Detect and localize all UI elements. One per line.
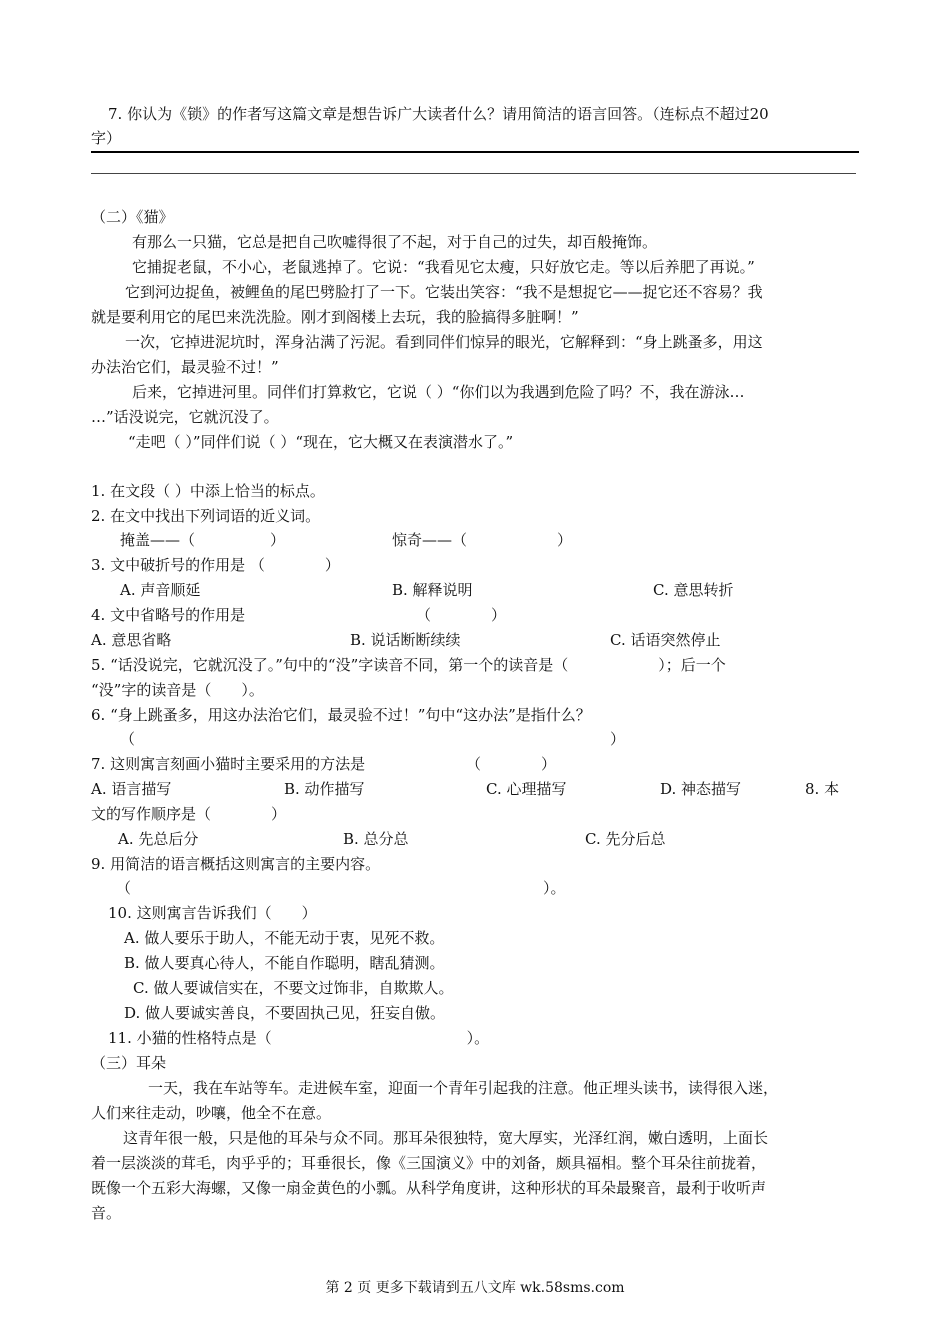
question-9-open: （ — [116, 879, 132, 897]
paragraph: 办法治它们，最灵验不过！” — [91, 358, 279, 376]
paragraph: 它捕捉老鼠，不小心，老鼠逃掉了。它说：“我看见它太瘦，只好放它走。等以后养肥了再说。” — [132, 258, 755, 276]
question-10-option-c: C. 做人要诚信实在，不要文过饰非，自欺欺人。 — [133, 979, 454, 997]
question-7-lock-line2: 字） — [91, 129, 122, 147]
question-7-blank: （ ） — [466, 755, 557, 773]
question-4-option-b: B. 说话断断续续 — [350, 631, 461, 649]
answer-line-thin — [91, 173, 856, 174]
question-10-option-a: A. 做人要乐于助人，不能无动于衷，见死不救。 — [124, 929, 445, 947]
question-7-option-a: A. 语言描写 — [91, 780, 172, 798]
question-2-item-b: 惊奇——（ ） — [392, 531, 573, 549]
question-9: 9. 用简洁的语言概括这则寓言的主要内容。 — [91, 855, 381, 873]
question-7-option-c: C. 心理描写 — [486, 780, 567, 798]
paragraph: 就是要利用它的尾巴来洗洗脸。刚才到阁楼上去玩，我的脸搞得多脏啊！” — [91, 308, 579, 326]
question-10: 10. 这则寓言告诉我们（ ） — [108, 904, 317, 922]
question-4: 4. 文中省略号的作用是 — [91, 606, 246, 624]
question-5-line2: “没”字的读音是（ ）。 — [91, 681, 264, 699]
paragraph: 后来，它掉进河里。同伴们打算救它，它说（ ）“你们以为我遇到危险了吗？不，我在游泳… — [132, 383, 745, 401]
question-8-line2: 文的写作顺序是（ ） — [91, 805, 287, 823]
question-7-option-b: B. 动作描写 — [284, 780, 365, 798]
paragraph: 有那么一只猫，它总是把自己吹嘘得很了不起，对于自己的过失，却百般掩饰。 — [132, 233, 658, 251]
question-1: 1. 在文段（ ）中添上恰当的标点。 — [91, 482, 325, 500]
answer-line-thick — [91, 151, 859, 153]
paragraph: 人们来往走动，吵嚷，他全不在意。 — [91, 1104, 332, 1122]
question-11: 11. 小猫的性格特点是（ ）。 — [108, 1029, 490, 1047]
paragraph: 一天，我在车站等车。走进候车室，迎面一个青年引起我的注意。他正埋头读书，读得很入迷， — [148, 1079, 779, 1097]
paragraph: “走吧（ ）”同伴们说（ ）“现在，它大概又在表演潜水了。” — [128, 433, 514, 451]
question-10-option-b: B. 做人要真心待人，不能自作聪明，瞎乱猜测。 — [124, 954, 445, 972]
question-4-option-c: C. 话语突然停止 — [610, 631, 721, 649]
paragraph: 着一层淡淡的茸毛，肉乎乎的；耳垂很长，像《三国演义》中的刘备，颇具福相。整个耳朵往前拢着， — [91, 1154, 767, 1172]
page-footer: 第 2 页 更多下载请到五八文库 wk.58sms.com — [325, 1280, 625, 1296]
question-8-start: 8. 本 — [805, 780, 840, 798]
question-3: 3. 文中破折号的作用是 （ ） — [91, 556, 340, 574]
question-6: 6. “身上跳蚤多，用这办法治它们，最灵验不过！”句中“这办法”是指什么？ — [91, 706, 591, 724]
question-9-close: ）。 — [543, 879, 566, 897]
question-4-option-a: A. 意思省略 — [91, 631, 172, 649]
question-3-option-a: A. 声音顺延 — [120, 581, 201, 599]
question-3-option-b: B. 解释说明 — [392, 581, 473, 599]
paragraph: 这青年很一般，只是他的耳朵与众不同。那耳朵很独特，宽大厚实，光泽红润，嫩白透明，上面长 — [123, 1129, 769, 1147]
paragraph: 音。 — [91, 1204, 122, 1222]
question-7-lock-line1: 7. 你认为《锁》的作者写这篇文章是想告诉广大读者什么？请用简洁的语言回答。（连标点不超过20 — [108, 105, 769, 123]
question-3-option-c: C. 意思转折 — [653, 581, 734, 599]
paragraph: 它到河边捉鱼，被鲤鱼的尾巴劈脸打了一下。它装出笑容：“我不是想捉它——捉它还不容易？我 — [125, 283, 763, 301]
question-8-option-b: B. 总分总 — [343, 830, 409, 848]
question-10-option-d: D. 做人要诚实善良，不要固执己见，狂妄自傲。 — [124, 1004, 446, 1022]
question-4-blank: （ ） — [416, 606, 507, 624]
question-7-option-d: D. 神态描写 — [660, 780, 742, 798]
paragraph: 一次，它掉进泥坑时，浑身沾满了污泥。看到同伴们惊异的眼光，它解释到：“身上跳蚤多，用这 — [125, 333, 763, 351]
question-6-close: ） — [610, 730, 626, 748]
question-7: 7. 这则寓言刻画小猫时主要采用的方法是 — [91, 755, 366, 773]
section-2-heading: （二）《猫》 — [91, 208, 174, 226]
question-6-open: （ — [120, 730, 136, 748]
question-5-line1: 5. “话没说完，它就沉没了。”句中的“没”字读音不同，第一个的读音是（ ）；后一个 — [91, 656, 726, 674]
question-8-option-a: A. 先总后分 — [118, 830, 199, 848]
question-2: 2. 在文中找出下列词语的近义词。 — [91, 507, 321, 525]
question-2-item-a: 掩盖——（ ） — [120, 531, 286, 549]
paragraph: 既像一个五彩大海螺，又像一扇金黄色的小瓢。从科学角度讲，这种形状的耳朵最聚音，最利于收听声 — [91, 1179, 767, 1197]
paragraph: …”话没说完，它就沉没了。 — [91, 408, 279, 426]
section-3-heading: （三）耳朵 — [91, 1054, 167, 1072]
question-8-option-c: C. 先分后总 — [585, 830, 666, 848]
